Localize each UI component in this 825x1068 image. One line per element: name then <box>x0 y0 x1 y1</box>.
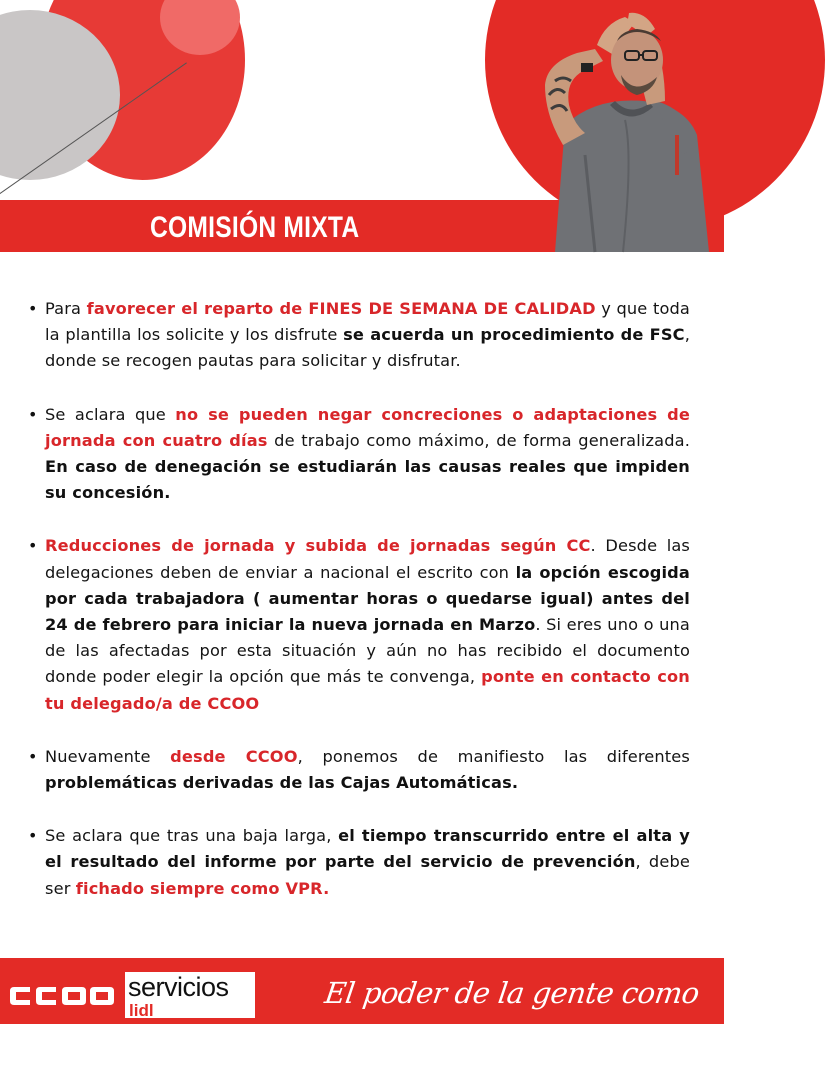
highlight-red: favorecer el reparto de FINES DE SEMANA DE CALIDAD <box>86 299 596 318</box>
brand-servicios: servicios <box>128 972 229 1002</box>
list-item <box>28 823 690 902</box>
list-item <box>28 744 690 796</box>
text-segment: , ponemos de manifiesto las diferentes <box>297 746 690 766</box>
highlight-bold: el tiempo transcurrido entre el alta y el resultado del informe por parte del servicio de prevención <box>45 826 691 872</box>
list-item-text <box>45 296 690 375</box>
highlight-bold: se acuerda un procedimiento de FSC <box>343 325 685 345</box>
bullet-icon: • <box>28 826 38 846</box>
text-segment: de trabajo como máximo, de forma generalizada. <box>267 430 690 450</box>
list-item <box>28 533 690 716</box>
list-item-text <box>45 533 690 716</box>
text-segment: . Si eres uno o una de las afectadas por esta situación y aún no has recibido el documento donde poder elegir la opción que más te convenga, <box>45 615 690 687</box>
bullet-icon: • <box>28 404 38 424</box>
brand-lidl: lidl <box>129 1001 154 1020</box>
text-segment: , donde se recogen pautas para solicitar y disfrutar. <box>45 325 690 371</box>
list-item <box>28 296 690 375</box>
highlight-red: Reducciones de jornada y subida de jornadas según CC <box>45 536 591 556</box>
highlight-red: fichado siempre como VPR. <box>75 878 330 898</box>
list-item-text <box>45 402 690 507</box>
text-segment: Se aclara que tras una baja larga, <box>45 826 339 846</box>
footer-slogan: El poder de la gente como tú <box>315 976 702 1060</box>
highlight-red: no se pueden negar concreciones o adaptaciones de jornada con cuatro días <box>45 404 690 450</box>
ccoo-logo-icon <box>8 984 118 1008</box>
bullet-icon: • <box>28 299 38 318</box>
list-item-text <box>45 823 690 902</box>
text-segment: Se aclara que <box>45 404 176 424</box>
highlight-bold: problemáticas derivadas de las Cajas Automáticas. <box>45 773 519 793</box>
header-banner <box>0 0 724 252</box>
text-segment: y que toda la plantilla los solicite y los disfrute <box>45 299 691 345</box>
person-shouting-icon <box>525 5 715 252</box>
text-segment: Nuevamente <box>45 746 171 766</box>
bullet-icon: • <box>28 746 38 766</box>
highlight-red: desde CCOO <box>170 746 298 766</box>
bullet-icon: • <box>28 536 38 556</box>
highlight-bold: En caso de denegación se estudiarán las causas reales que impiden su concesión. <box>45 457 690 503</box>
list-item-text <box>45 744 690 796</box>
bullet-list <box>28 296 690 929</box>
text-segment: . Desde las delegaciones deben de enviar a nacional el escrito con <box>45 536 690 582</box>
highlight-red: ponte en contacto con tu delegado/a de CCOO <box>45 667 690 713</box>
text-segment: , debe ser <box>45 852 690 898</box>
list-item <box>28 402 690 507</box>
page-title: COMISIÓN MIXTA <box>150 211 360 244</box>
highlight-bold: la opción escogida por cada trabajadora ( aumentar horas o quedarse igual) antes del 24 de febrero para iniciar la nueva jornada en Marzo <box>45 562 690 635</box>
text-segment: Para <box>45 299 87 318</box>
